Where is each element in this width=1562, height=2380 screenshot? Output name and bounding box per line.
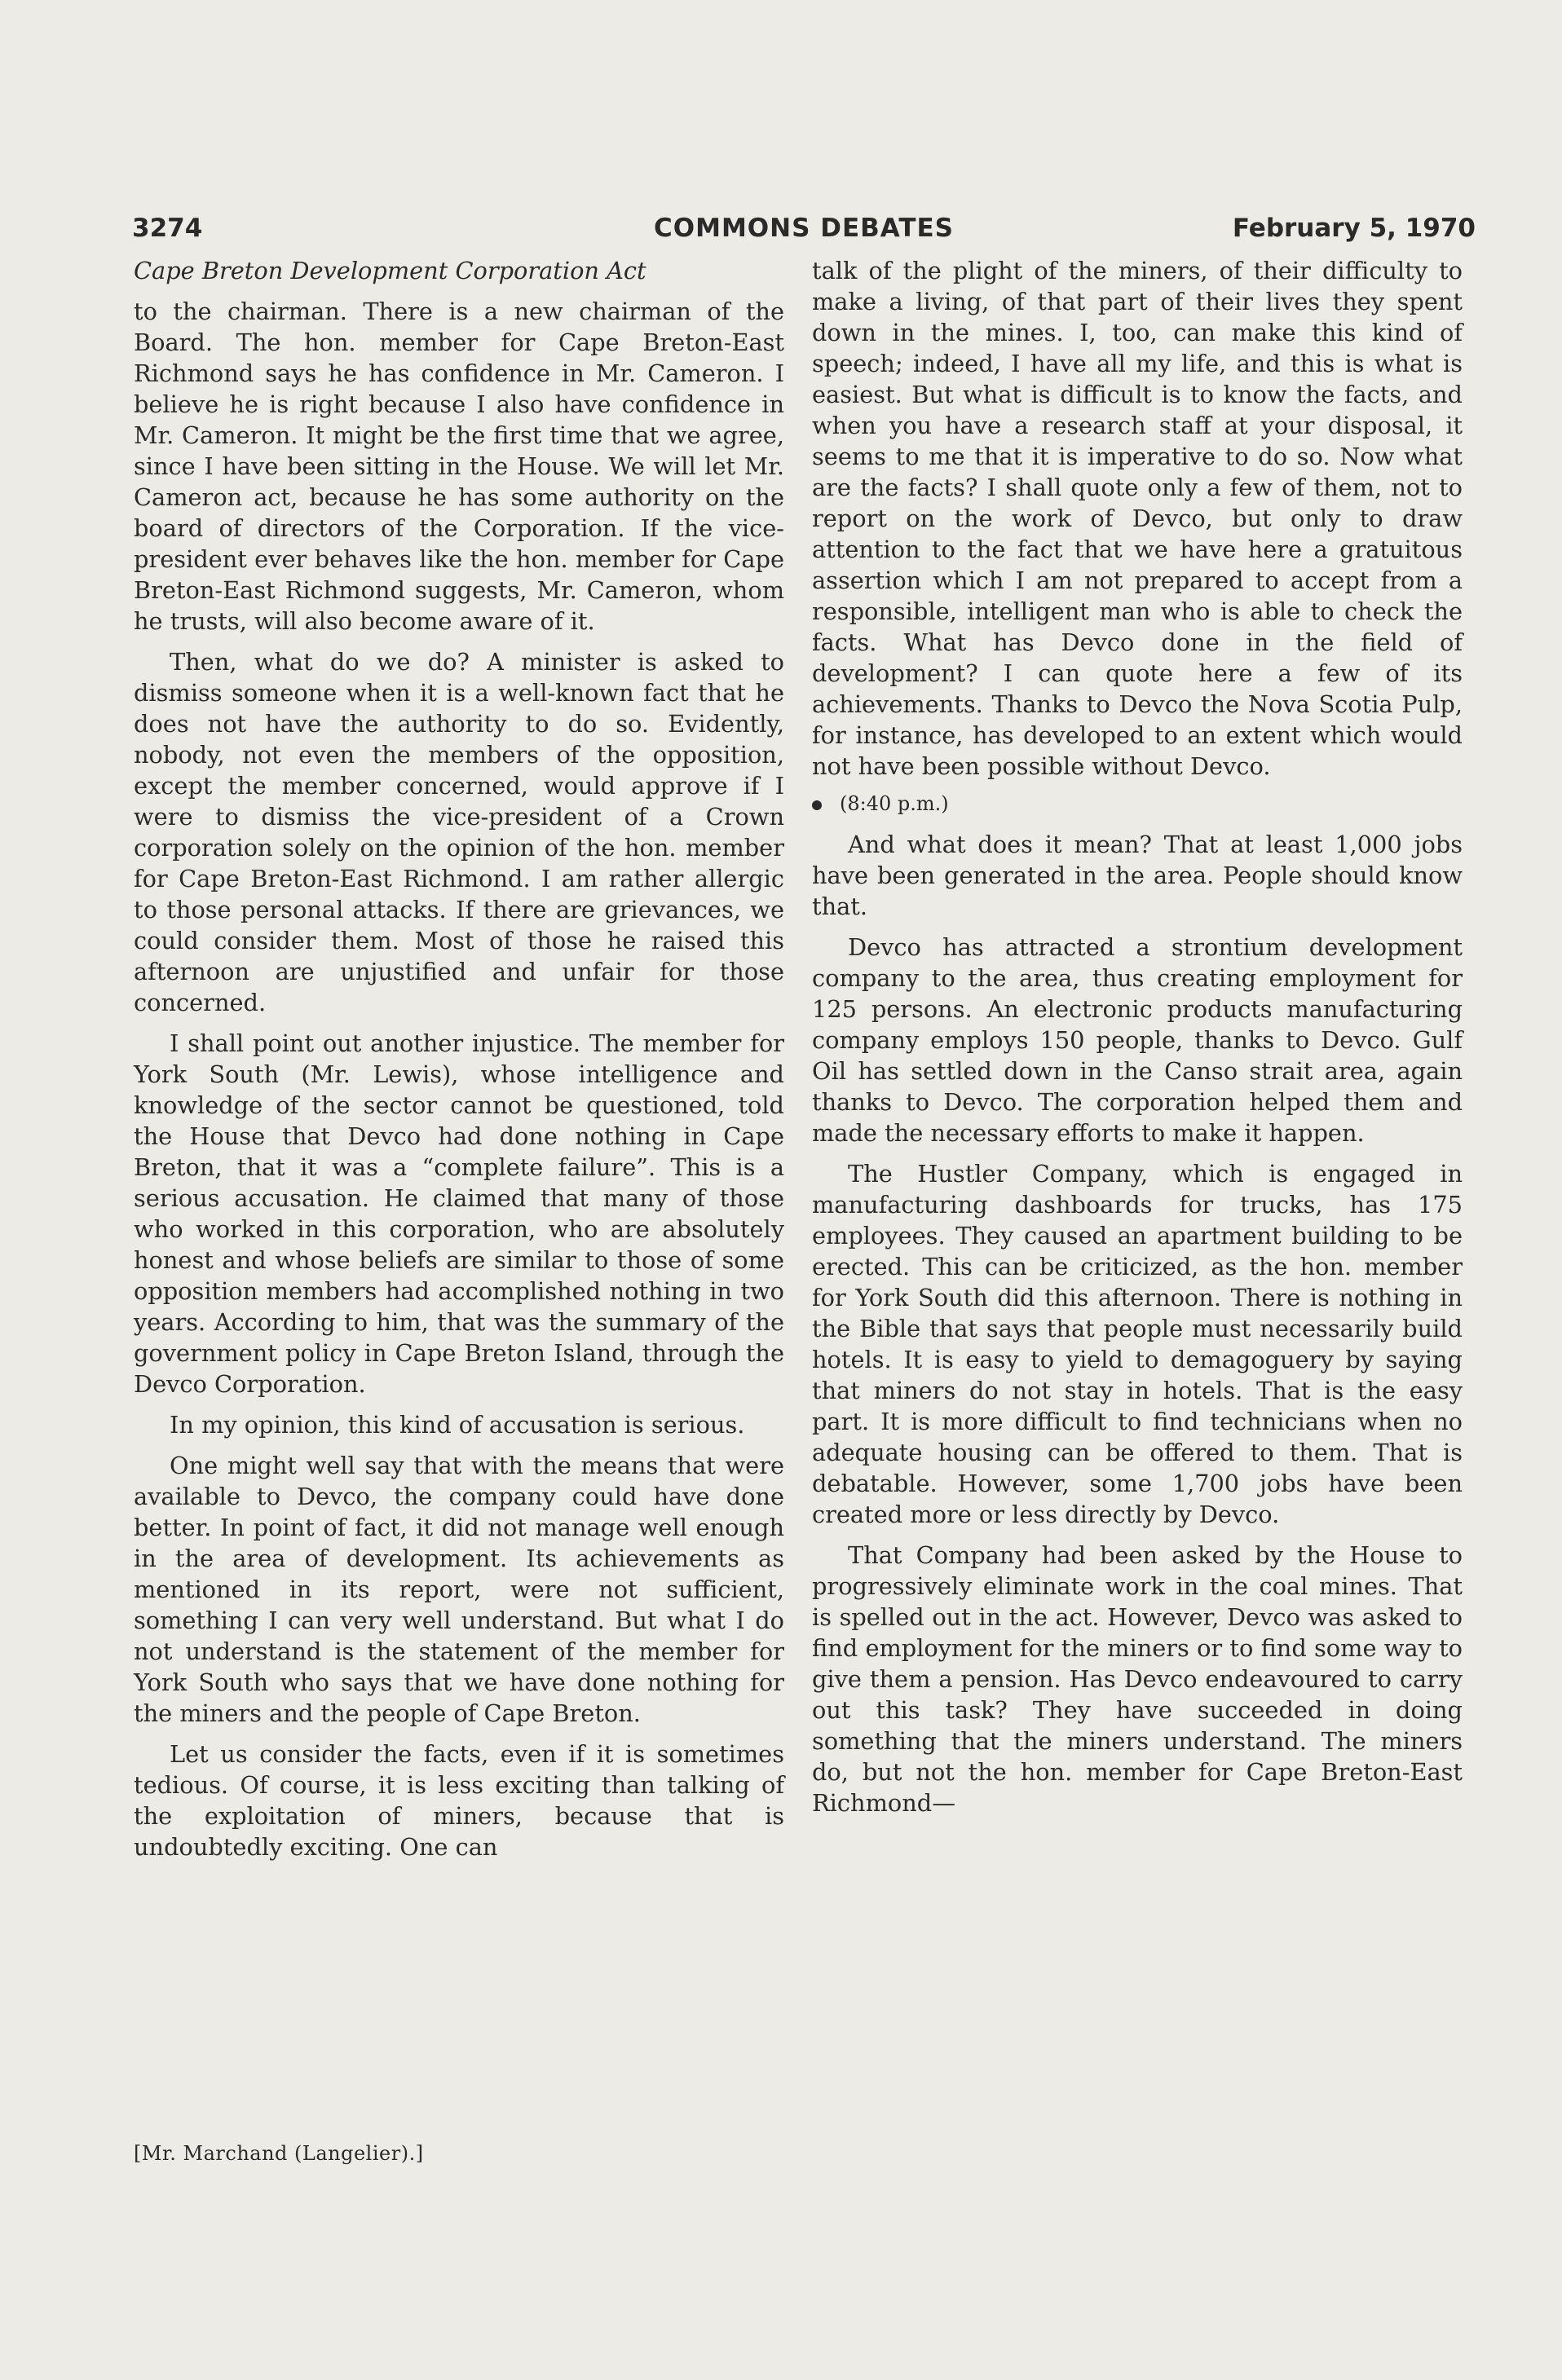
- paragraph: In my opinion, this kind of accusation is serious.: [170, 1411, 745, 1439]
- publication-title: COMMONS DEBATES: [654, 214, 954, 243]
- section-title: Cape Breton Development Corporation Act: [134, 257, 646, 284]
- paragraph: And what does it mean? That at least 1,000 jobs have been generated in the area. People should know that.: [812, 831, 1463, 920]
- bullet-icon: [812, 800, 822, 810]
- paragraph: talk of the plight of the miners, of their difficulty to make a living, of that part of their lives they spent down in the mines. I, too, can make this kind of speech; indeed, I have all my life, and this is what is easiest. But what is difficult is to know the facts, and when you have a research staff at your disposal, it seems to me that it is imperative to do so. Now what are the facts? I shall quote only a few of them, not to report on the work of Devco, but only to draw attention to the fact that we have here a gratuitous assertion which I am not prepared to accept from a responsible, intelligent man who is able to check the facts. What has Devco done in the field of development? I can quote here a few of its achievements. Thanks to Devco the Nova Scotia Pulp, for instance, has developed to an extent which would not have been possible without Devco.: [812, 257, 1463, 780]
- page-number: 3274: [132, 214, 203, 243]
- right-column: [812, 255, 1463, 1828]
- paragraph: Then, what do we do? A minister is asked to dismiss someone when it is a well-known fact that he does not have the authority to do so. Evidently, nobody, not even the members of the opposition, except the member concerned, would approve if I were to dismiss the vice-president of a Crown corporation solely on the opinion of the hon. member for Cape Breton-East Richmond. I am rather allergic to those personal attacks. If there are grievances, we could consider them. Most of those he raised this afternoon are unjustified and unfair for those concerned.: [134, 648, 784, 1016]
- header-date: February 5, 1970: [1232, 214, 1476, 243]
- paragraph: That Company had been asked by the House to progressively eliminate work in the coal mines. That is spelled out in the act. However, Devco was asked to find employment for the miners or to find some way to give them a pension. Has Devco endeavoured to carry out this task? They have succeeded in doing something that the miners understand. The miners do, but not the hon. member for Cape Breton-East Richmond—: [812, 1541, 1463, 1817]
- paragraph: Devco has attracted a strontium development company to the area, thus creating employment for 125 persons. An electronic products manufacturing company employs 150 people, thanks to Devco. Gulf Oil has settled down in the Canso strait area, again thanks to Devco. The corporation helped them and made the necessary efforts to make it happen.: [812, 933, 1463, 1147]
- paragraph: Let us consider the facts, even if it is sometimes tedious. Of course, it is less exciting than talking of the exploitation of miners, because that is undoubtedly exciting. One can: [134, 1740, 784, 1861]
- paragraph: The Hustler Company, which is engaged in manufacturing dashboards for trucks, has 175 employees. They caused an apartment building to be erected. This can be criticized, as the hon. member for York South did this afternoon. There is nothing in the Bible that says that people must necessarily build hotels. It is easy to yield to demagoguery by saying that miners do not stay in hotels. That is the easy part. It is more difficult to find technicians when no adequate housing can be offered to them. That is debatable. However, some 1,700 jobs have been created more or less directly by Devco.: [812, 1160, 1463, 1528]
- time-marker: [812, 791, 1463, 816]
- paragraph: One might well say that with the means that were available to Devco, the company could have done better. In point of fact, it did not manage well enough in the area of development. Its achievements as mentioned in its report, were not sufficient, something I can very well understand. But what I do not understand is the statement of the member for York South who says that we have done nothing for the miners and the people of Cape Breton.: [134, 1452, 784, 1727]
- page-header: [132, 214, 1476, 249]
- left-column: [134, 255, 784, 1872]
- speaker-footer: [Mr. Marchand (Langelier).]: [134, 2142, 424, 2165]
- paragraph: to the chairman. There is a new chairman of the Board. The hon. member for Cape Breton-East Richmond says he has confidence in Mr. Cameron. I believe he is right because I also have confidence in Mr. Cameron. It might be the first time that we agree, since I have been sitting in the House. We will let Mr. Cameron act, because he has some authority on the board of directors of the Corporation. If the vice-president ever behaves like the hon. member for Cape Breton-East Richmond suggests, Mr. Cameron, whom he trusts, will also become aware of it.: [134, 298, 784, 635]
- time-marker-text: (8:40 p.m.): [840, 792, 949, 815]
- paragraph: I shall point out another injustice. The member for York South (Mr. Lewis), whose intelligence and knowledge of the sector cannot be questioned, told the House that Devco had done nothing in Cape Breton, that it was a “complete failure”. This is a serious accusation. He claimed that many of those who worked in this corporation, who are absolutely honest and whose beliefs are similar to those of some opposition members had accomplished nothing in two years. According to him, that was the summary of the government policy in Cape Breton Island, through the Devco Corporation.: [134, 1029, 784, 1398]
